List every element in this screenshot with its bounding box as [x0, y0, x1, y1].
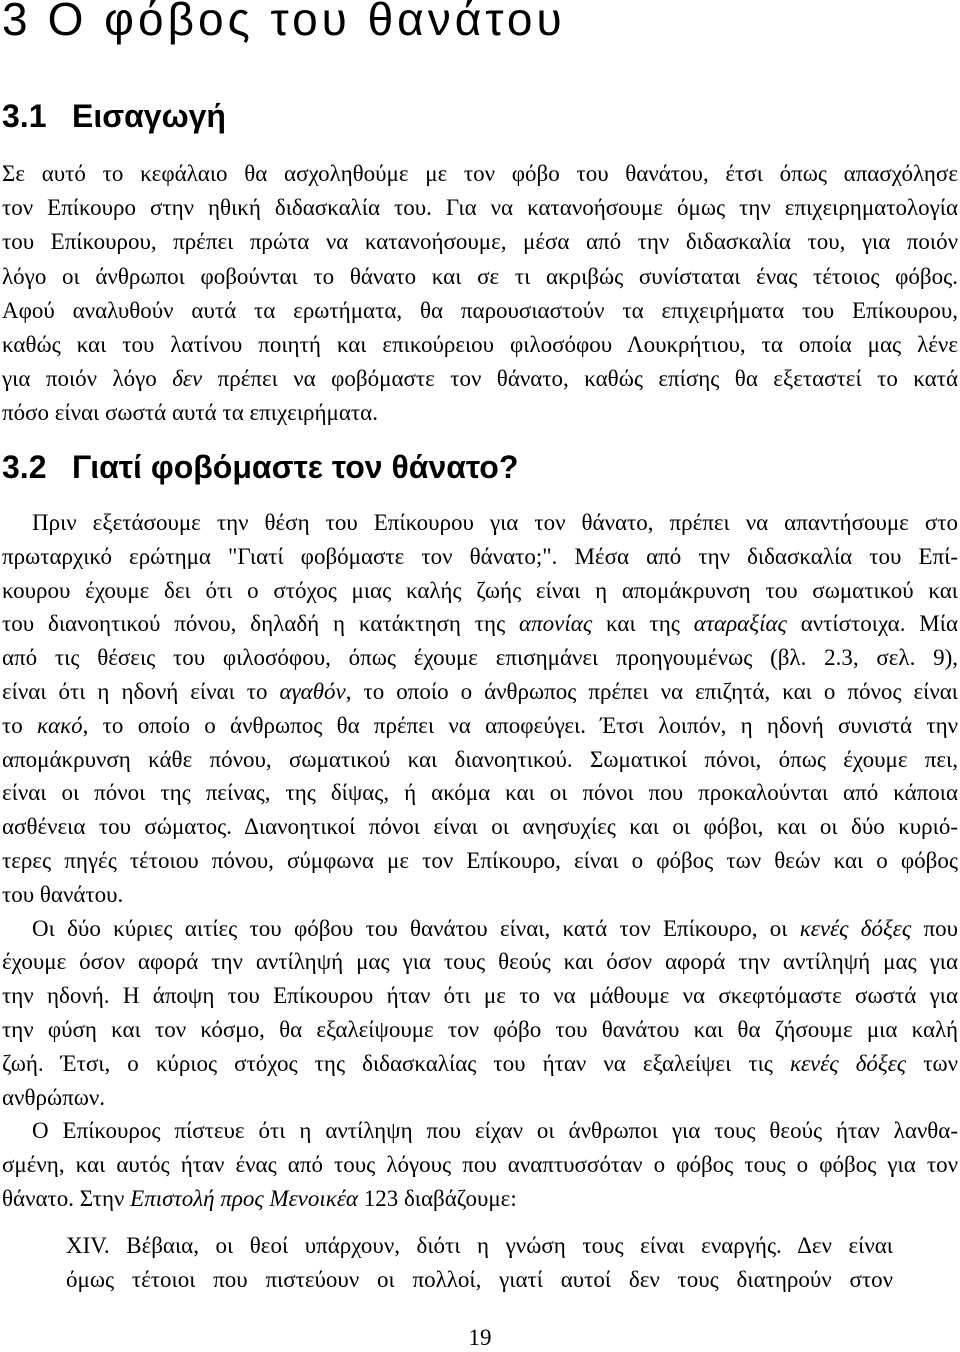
page-number: 19 [468, 1325, 492, 1350]
text-line: Πριν εξετάσουμε την θέση του Επίκουρου για τον θάνατο, πρέπει να απαντήσουμε στο [32, 510, 958, 535]
text-line: ανθρώπων. [2, 1084, 105, 1110]
text-line: Σε αυτό το κεφάλαιο θα ασχοληθούμε με τον φόβο του θανάτου, έτσι όπως απασχόλησε [2, 161, 958, 186]
text-segment: αντίστοιχα. Μία [786, 611, 958, 637]
text-line [2, 912, 958, 946]
quote-line: XIV. Βέβαια, οι θεοί υπάρχουν, διότι η γνώση τους είναι εναργής. Δεν είναι [66, 1233, 893, 1258]
emphasis: κενές δόξες [799, 915, 912, 941]
section-body [2, 506, 958, 1216]
text-line [2, 362, 958, 396]
text-line: τον Επίκουρο στην ηθική διδασκαλία του. Για να κατανοήσουμε όμως την επιχειρηματολογία [2, 195, 958, 221]
text-line: την φύση και τον κόσμο, θα εξαλείψουμε τον φόβο του θανάτου και θα ζήσουμε μια καλή [2, 1016, 958, 1042]
section-number: 3.2 [2, 449, 47, 485]
block-quote [66, 1229, 893, 1297]
text-line [2, 675, 958, 709]
text-line: Αφού αναλυθούν αυτά τα ερωτήματα, θα παρουσιαστούν τα επιχειρήματα του Επίκουρου, [2, 297, 958, 323]
emphasis: αταραξίας [693, 611, 787, 637]
text-line: λόγο οι άνθρωποι φοβούνται το θάνατο και σε τι ακριβώς συνίσταται ένας τέτοιος φόβος. [2, 263, 958, 289]
section-title: Εισαγωγή [72, 98, 226, 134]
text-segment: το [2, 712, 38, 738]
text-line [2, 1182, 958, 1216]
text-line [2, 607, 958, 641]
text-line: από τις θέσεις του φιλοσόφου, όπως έχουμε επισημάνει προηγουμένως (βλ. 2.3, σελ. 9), [2, 645, 958, 671]
chapter-title-text: Ο φόβος του θανάτου [47, 0, 566, 45]
text-line: του Επίκουρου, πρέπει πρώτα να κατανοήσουμε, μέσα από την διδασκαλία του, για ποιόν [2, 229, 958, 255]
text-segment: θάνατο. Στην [2, 1185, 131, 1211]
text-line: είναι οι πόνοι της πείνας, της δίψας, ή ακόμα και οι πόνοι που προκαλούνται από κάποια [2, 780, 958, 806]
text-line: πρωταρχικό ερώτημα "Γιατί φοβόμαστε τον θάνατο;". Μέσα από την διδασκαλία του Επί- [2, 543, 958, 569]
text-line: τερες πηγές τέτοιου πόνου, σύμφωνα με τον Επίκουρο, είναι ο φόβος των θεών και ο φόβος [2, 847, 958, 873]
emphasis: αγαθόν [279, 678, 346, 704]
text-segment: Οι δύο κύριες αιτίες του φόβου του θανάτου είναι, κατά τον Επίκουρο, οι [32, 915, 800, 941]
paragraph [2, 506, 958, 912]
paragraph [2, 1114, 958, 1215]
text-segment: ζωή. Έτσι, ο κύριος στόχος της διδασκαλίας του ήταν να εξαλείψει τις [2, 1050, 790, 1076]
text-line: Ο Επίκουρος πίστευε ότι η αντίληψη που είχαν οι άνθρωποι για τους θεούς ήταν λανθα- [32, 1118, 958, 1144]
text-line: την ηδονή. Η άποψη του Επίκουρου ήταν ότι με το να μάθουμε να σκεφτόμαστε σωστά για [2, 983, 958, 1009]
section-heading [2, 448, 518, 486]
emphasis: Επιστολή προς Μενοικέα [130, 1185, 358, 1211]
text-line [2, 709, 958, 743]
paragraph [2, 157, 958, 431]
text-line [2, 1047, 958, 1081]
emphasis: δεν [172, 366, 203, 392]
emphasis: κακό [37, 712, 83, 738]
text-segment: που [911, 915, 958, 941]
section-number: 3.1 [2, 98, 47, 134]
text-line: έχουμε όσον αφορά την αντίληψή μας για τους θεούς και όσον αφορά την αντίληψή μας για [2, 949, 958, 975]
text-segment: , το οποίο ο άνθρωπος πρέπει να επιζητά, και ο πόνος είναι [345, 678, 958, 704]
section-title: Γιατί φοβόμαστε τον θάνατο? [72, 449, 519, 485]
emphasis: κενές δόξες [789, 1050, 907, 1076]
text-line: σμένη, και αυτός ήταν ένας από τους λόγους που αναπτυσσόταν ο φόβος τους ο φόβος για τον [2, 1152, 958, 1178]
text-segment: για ποιόν λόγο [2, 366, 173, 392]
text-segment: πρέπει να φοβόμαστε τον θάνατο, καθώς επίσης θα εξεταστεί το κατά [202, 366, 958, 392]
quote-line: όμως τέτοιοι που πιστεύουν οι πολλοί, γιατί αυτοί δεν τους διατηρούν στον [66, 1267, 893, 1292]
text-line: κουρου έχουμε δει ότι ο στόχος μιας καλής ζωής είναι η απομάκρυνση του σωματικού και [2, 577, 958, 603]
text-segment: 123 διαβάζουμε: [357, 1185, 517, 1211]
paragraph [2, 912, 958, 1115]
emphasis: απονίας [519, 611, 593, 637]
chapter-title [2, 0, 566, 45]
text-segment: των [906, 1050, 958, 1076]
section-heading [2, 97, 226, 135]
text-segment: του διανοητικού πόνου, δηλαδή η κατάκτηση της [2, 611, 520, 637]
chapter-number: 3 [2, 0, 32, 45]
text-line: καθώς και του λατίνου ποιητή και επικούρειου φιλοσόφου Λουκρήτιου, τα οποία μας λένε [2, 331, 958, 357]
text-line: πόσο είναι σωστά αυτά τα επιχειρήματα. [2, 400, 378, 426]
text-line: απομάκρυνση κάθε πόνου, σωματικού και διανοητικού. Σωματικοί πόνοι, όπως έχουμε πει, [2, 746, 958, 772]
text-segment: και της [592, 611, 694, 637]
text-line: ασθένεια του σώματος. Διανοητικοί πόνοι είναι οι ανησυχίες και οι φόβοι, και οι δύο κυριό- [2, 814, 958, 840]
text-segment: , το οποίο ο άνθρωπος θα πρέπει να αποφεύγει. Έτσι λοιπόν, η ηδονή συνιστά την [82, 712, 958, 738]
text-line: του θανάτου. [2, 881, 124, 907]
text-segment: είναι ότι η ηδονή είναι το [2, 678, 280, 704]
